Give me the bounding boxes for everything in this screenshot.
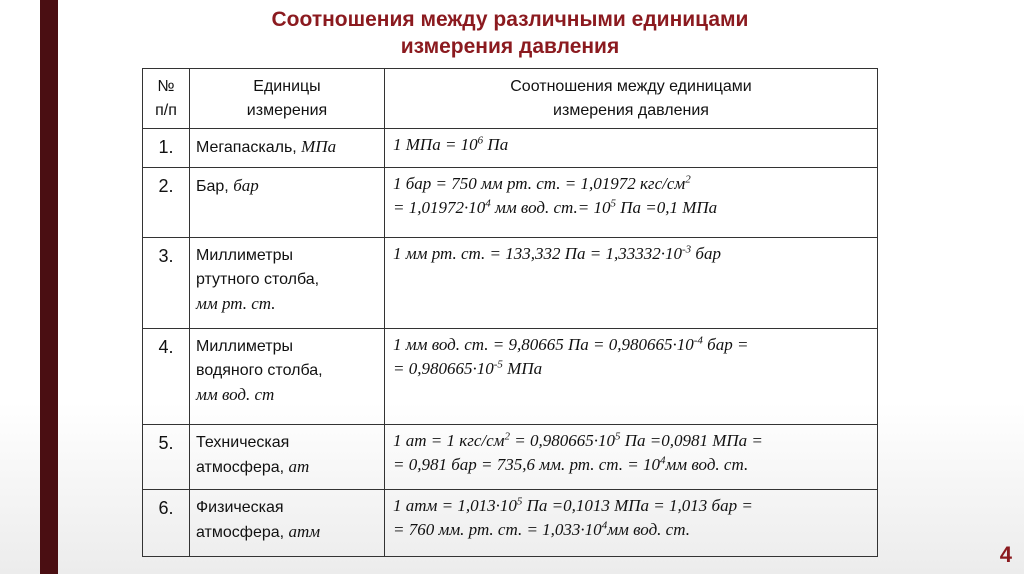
unit-relation: [385, 329, 878, 425]
row-number: 6.: [143, 490, 190, 557]
table-row: [143, 490, 878, 557]
sidebar-accent-bar: [40, 0, 58, 574]
exponent: 5: [516, 495, 523, 508]
relation-text: мм вод. ст.: [607, 520, 690, 539]
relation-text: = 0,980665·10: [393, 359, 494, 378]
exponent: -4: [693, 334, 703, 347]
relation-text: бар: [691, 244, 721, 263]
relation-text: 1 ат = 1 кгс/см: [393, 431, 505, 450]
relation-text: 1 бар = 750 мм рт. ст. = 1,01972 кгс/см: [393, 174, 686, 193]
relation-text: 1 МПа = 10: [393, 135, 478, 154]
table-row: [143, 425, 878, 490]
header-text: Соотношения между единицами: [510, 77, 752, 95]
unit-name: [190, 168, 385, 238]
exponent: -3: [681, 243, 692, 256]
unit-name-text: атмосфера,: [196, 459, 289, 476]
relation-line: [393, 429, 869, 453]
unit-name-text: Миллиметры: [196, 338, 293, 355]
relation-line: [393, 357, 869, 381]
relation-line: [393, 494, 869, 518]
unit-name-text: ртутного столба,: [196, 271, 320, 288]
relation-text: бар =: [702, 335, 749, 354]
unit-name: [190, 425, 385, 490]
row-number: 4.: [143, 329, 190, 425]
table-row: [143, 329, 878, 425]
header-text: Единицы: [253, 77, 321, 95]
relation-text: МПа: [502, 359, 543, 378]
unit-name-text: Техническая: [196, 434, 290, 451]
unit-name-text: Бар,: [196, 178, 234, 195]
relation-line: [393, 242, 869, 266]
relation-line: [393, 518, 869, 542]
unit-name: [190, 129, 385, 168]
unit-abbreviation: ат: [288, 457, 310, 476]
unit-abbreviation: МПа: [301, 137, 337, 156]
relation-text: 1 мм вод. ст. = 9,80665 Па = 0,980665·10: [393, 335, 694, 354]
unit-abbreviation: атм: [288, 522, 321, 541]
header-unit: [190, 69, 385, 129]
exponent: 4: [485, 197, 491, 210]
relation-line: [393, 196, 869, 220]
unit-name: [190, 329, 385, 425]
relation-text: мм вод. ст.= 10: [490, 198, 611, 217]
relation-text: 1 атм = 1,013·10: [393, 496, 517, 515]
relation-text: Па =0,1 МПа: [615, 198, 718, 217]
header-relation: [385, 69, 878, 129]
relation-text: мм вод. ст.: [665, 455, 749, 474]
unit-name: [190, 238, 385, 329]
unit-name-text: водяного столба,: [196, 362, 323, 379]
row-number: 3.: [143, 238, 190, 329]
exponent: 6: [477, 134, 484, 147]
relation-text: = 0,980665·10: [510, 431, 615, 450]
unit-name: [190, 490, 385, 557]
row-number: 5.: [143, 425, 190, 490]
table-row: [143, 238, 878, 329]
unit-relation: [385, 129, 878, 168]
header-text: измерения давления: [553, 101, 709, 119]
unit-abbreviation: бар: [233, 176, 259, 195]
unit-abbreviation: мм рт. ст.: [196, 294, 276, 313]
relation-line: [393, 333, 869, 357]
exponent: 5: [614, 430, 621, 443]
slide-title-line: измерения давления: [400, 35, 620, 58]
relation-text: Па =0,1013 МПа = 1,013 бар =: [522, 496, 753, 515]
relation-text: Па =0,0981 МПа =: [620, 431, 763, 450]
relation-line: [393, 453, 869, 477]
page-number: 4: [999, 542, 1012, 567]
exponent: 5: [610, 197, 616, 210]
unit-relation: [385, 238, 878, 329]
table-header-row: [143, 69, 878, 129]
header-text: п/п: [155, 101, 177, 119]
table-row: [143, 129, 878, 168]
exponent: -5: [493, 358, 503, 371]
unit-relation: [385, 168, 878, 238]
exponent: 2: [504, 430, 510, 443]
exponent: 4: [601, 519, 608, 532]
relation-text: 1 мм рт. ст. = 133,332 Па = 1,33332·10: [393, 244, 682, 263]
header-text: измерения: [246, 101, 328, 119]
slide-title-line: Соотношения между различными единицами: [271, 8, 749, 31]
unit-relation: [385, 425, 878, 490]
relation-line: [393, 172, 869, 196]
exponent: 2: [685, 173, 691, 186]
unit-name-text: Физическая: [196, 499, 284, 516]
relation-line: [393, 133, 869, 157]
exponent: 4: [659, 454, 666, 467]
relation-text: = 0,981 бар = 735,6 мм. рт. ст. = 10: [393, 455, 660, 474]
slide-title: [150, 6, 870, 60]
header-num: [143, 69, 190, 129]
pressure-units-table: [142, 68, 878, 557]
unit-name-text: атмосфера,: [196, 524, 289, 541]
row-number: 2.: [143, 168, 190, 238]
relation-text: Па: [483, 135, 509, 154]
header-text: №: [157, 77, 175, 95]
unit-relation: [385, 490, 878, 557]
unit-name-text: Мегапаскаль,: [196, 139, 302, 156]
unit-abbreviation: мм вод. ст: [196, 385, 275, 404]
unit-name-text: Миллиметры: [196, 247, 293, 264]
relation-text: = 760 мм. рт. ст. = 1,033·10: [393, 520, 602, 539]
table-row: [143, 168, 878, 238]
relation-text: = 1,01972·10: [393, 198, 486, 217]
row-number: 1.: [143, 129, 190, 168]
